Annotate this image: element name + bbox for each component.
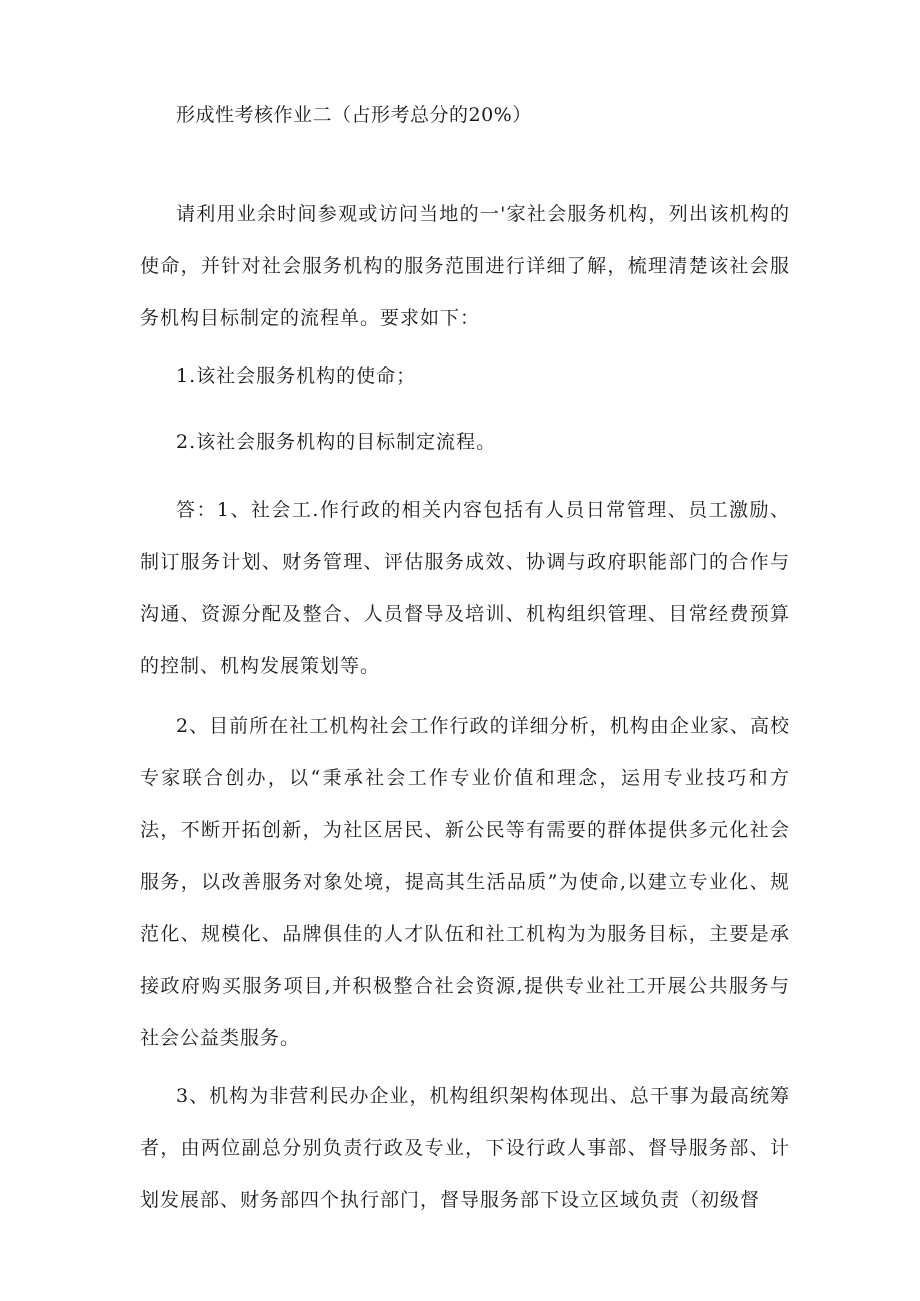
paragraph-answer-2: 2、目前所在社工机构社会工作行政的详细分析，机构由企业家、高校专家联合创办，以“秉承社会工作专业价值和理念，运用专业技巧和方法，不断开拓创新，为社区居民、新公民等有需要的群体提供多元化社会服务，以改善服务对象处境，提高其生活品质”为使命,以建立专业化、规范化、规模化、品牌俱佳的人才队伍和社工机构为为服务目标，主要是承接政府购买服务项目,并积极整合社会资源,提供专业社工开展公共服务与社会公益类服务。 <box>140 715 790 1049</box>
paragraph-answer-3: 3、机构为非营利民办企业，机构组织架构体现出、总干事为最高统筹者，由两位副总分别负责行政及专业，下设行政人事部、督导服务部、计划发展部、财务部四个执行部门，督导服务部下设立区域负责（初级督 <box>140 1085 790 1211</box>
paragraph-requirement-1: 1.该社会服务机构的使命； <box>176 365 417 387</box>
paragraph-answer-1: 答：1、社会工.作行政的相关内容包括有人员日常管理、员工激励、制订服务计划、财务管理、评估服务成效、协调与政府职能部门的合作与沟通、资源分配及整合、人员督导及培训、机构组织管理、目常经费预算的控制、机构发展策划等。 <box>140 499 790 677</box>
paragraph-requirement-2: 2.该社会服务机构的目标制定流程。 <box>176 431 497 453</box>
document-title: 形成性考核作业二（占形考总分的20%） <box>176 104 532 126</box>
paragraph-assignment-instructions: 请利用业余时间参观或访问当地的一'家社会服务机构，列出该机构的使命，并针对社会服务机构的服务范围进行详细了解，梳理清楚该社会服务机构目标制定的流程单。要求如下： <box>140 203 790 329</box>
